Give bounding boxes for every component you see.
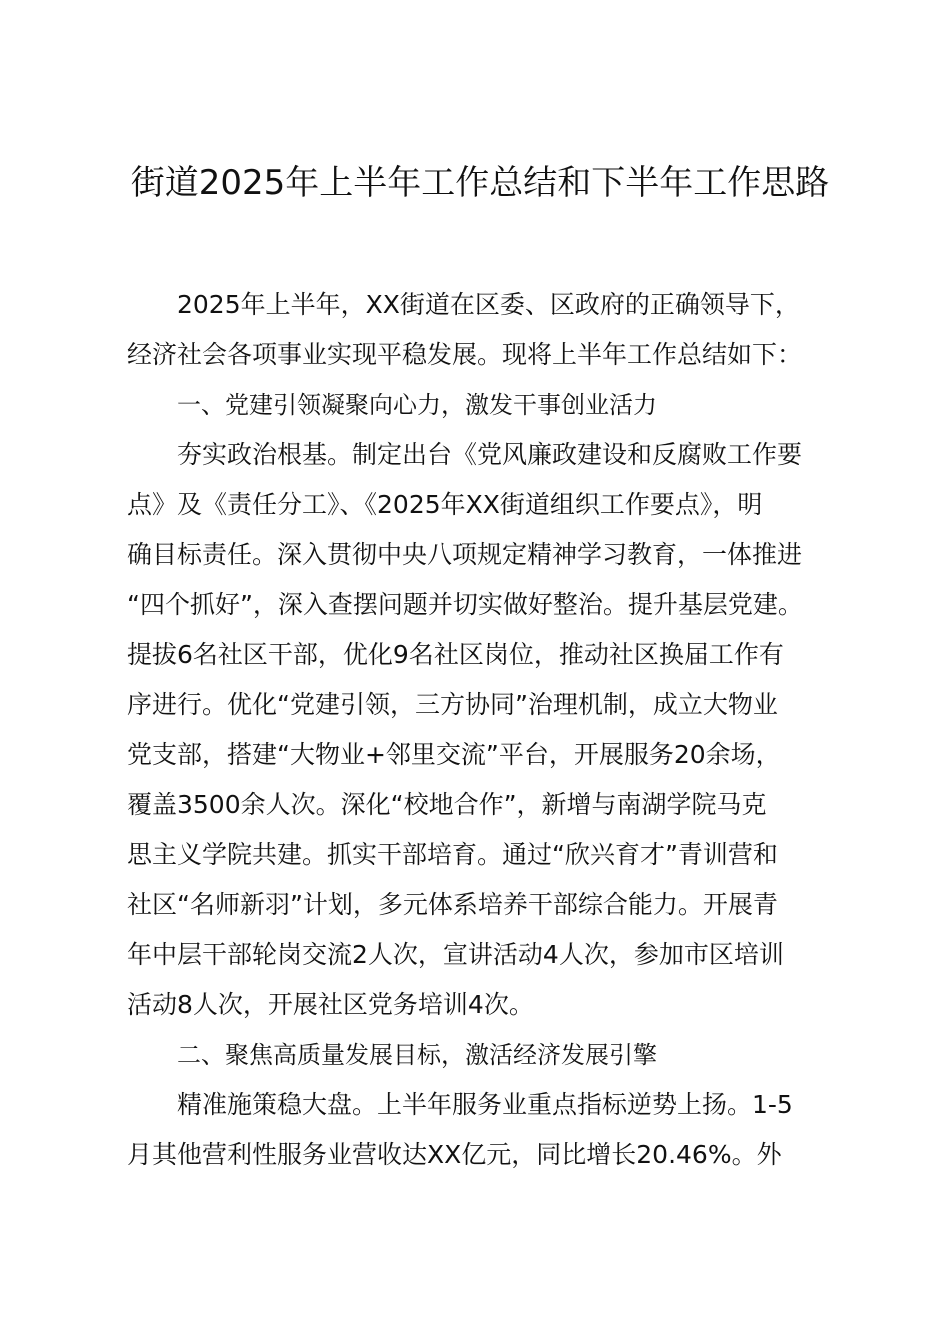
paragraph-line: 月其他营利性服务业营收达XX亿元，同比增长20.46%。外 [127,1140,782,1169]
paragraph-line: 2025年上半年，XX街道在区委、区政府的正确领导下， [177,290,800,319]
paragraph-line: 提拔6名社区干部，优化9名社区岗位，推动社区换届工作有 [127,640,784,669]
paragraph-line: 夯实政治根基。制定出台《党风廉政建设和反腐败工作要 [177,440,803,469]
paragraph-line: 年中层干部轮岗交流2人次，宣讲活动4人次，参加市区培训 [127,940,784,969]
paragraph-line: “四个抓好”，深入查摆问题并切实做好整治。提升基层党建。 [127,590,803,619]
paragraph-line: 社区“名师新羽”计划，多元体系培养干部综合能力。开展青 [127,890,778,919]
paragraph-line: 序进行。优化“党建引领，三方协同”治理机制，成立大物业 [127,690,778,719]
paragraph-line: 经济社会各项事业实现平稳发展。现将上半年工作总结如下： [127,340,803,369]
paragraph-line: 覆盖3500余人次。深化“校地合作”，新增与南湖学院马克 [127,790,767,819]
paragraph-line: 点》及《责任分工》、《2025年XX街道组织工作要点》，明 [127,490,763,519]
section-heading: 一、党建引领凝聚向心力，激发干事创业活力 [177,391,657,419]
paragraph-line: 活动8人次，开展社区党务培训4次。 [127,990,534,1019]
paragraph-line: 确目标责任。深入贯彻中央八项规定精神学习教育，一体推进 [127,540,803,569]
paragraph-line: 党支部，搭建“大物业+邻里交流”平台，开展服务20余场， [127,740,781,769]
paragraph-line: 思主义学院共建。抓实干部培育。通过“欣兴育才”青训营和 [127,840,778,869]
paragraph-line: 精准施策稳大盘。上半年服务业重点指标逆势上扬。1-5 [177,1090,793,1119]
document-title: 街道2025年上半年工作总结和下半年工作思路 [130,163,830,203]
section-heading: 二、聚焦高质量发展目标，激活经济发展引擎 [177,1041,657,1069]
